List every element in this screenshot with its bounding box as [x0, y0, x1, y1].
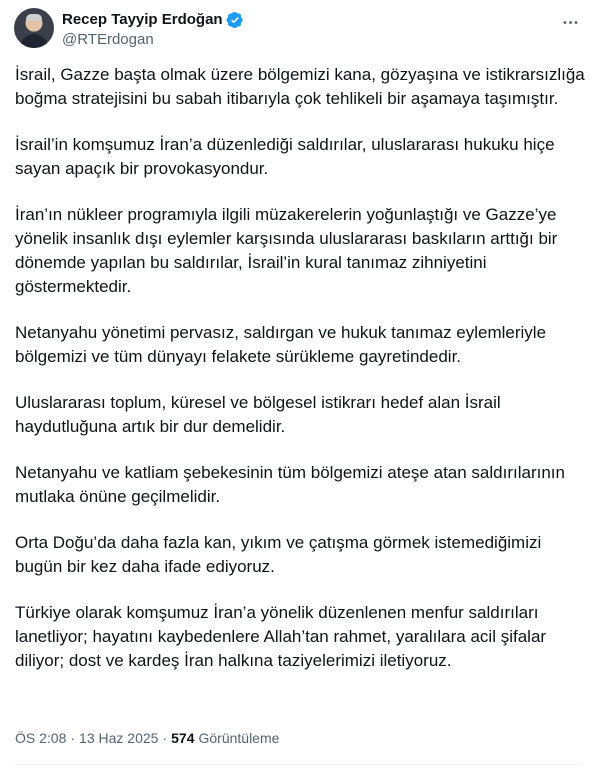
verified-badge-icon[interactable]	[226, 11, 244, 29]
meta-separator: ·	[162, 730, 168, 746]
tweet-paragraph: Uluslararası toplum, küresel ve bölgesel istikrarı hedef alan İsrail haydutluğuna artık bir dur demelidir.	[15, 393, 501, 436]
views-count: 574	[171, 730, 195, 746]
tweet-paragraph: Netanyahu yönetimi pervasız, saldırgan ve hukuk tanımaz eylemleriyle bölgemizi ve tüm dünyayı felakete sürükleme gayretindedir.	[15, 323, 547, 366]
tweet-paragraph: İran’ın nükleer programıyla ilgili müzakerelerin yoğunlaştığı ve Gazze’ye yönelik insanlık dışı eylemler karşısında uluslararası baskıların arttığı bir dönemde yapılan bu saldırılar, İsrail’in kural tanımaz zihniyetini göstermektedir.	[15, 205, 558, 296]
tweet-date[interactable]: 13 Haz 2025	[79, 730, 159, 746]
display-name[interactable]: Recep Tayyip Erdoğan	[62, 11, 223, 28]
author-names	[62, 10, 244, 50]
avatar-suit	[20, 34, 48, 48]
tweet-meta	[15, 728, 279, 748]
tweet-header	[14, 8, 584, 52]
tweet-paragraph: İsrail, Gazze başta olmak üzere bölgemizi kana, gözyaşına ve istikrarsızlığa boğma stratejisini bu sabah itibarıyla çok tehlikeli bir aşamaya taşımıştır.	[15, 65, 585, 108]
divider	[15, 764, 583, 765]
tweet-paragraph: Türkiye olarak komşumuz İran’a yönelik düzenlenen menfur saldırıları lanetliyor; hayatını kaybedenlere Allah’tan rahmet, yaralılara acil şifalar diliyor; dost ve kardeş İran halkına taziyelerimizi iletiyoruz.	[15, 603, 547, 670]
meta-separator: ·	[70, 730, 76, 746]
views-label: Görüntüleme	[198, 730, 280, 746]
tweet-time[interactable]: ÖS 2:08	[15, 730, 67, 746]
tweet-paragraph: İsrail’in komşumuz İran’a düzenlediği saldırılar, uluslararası hukuku hiçe sayan apaçık bir provokasyondur.	[15, 135, 555, 178]
author-handle[interactable]: @RTErdogan	[62, 31, 154, 48]
tweet-paragraph: Netanyahu ve katliam şebekesinin tüm bölgemizi ateşe atan saldırılarının mutlaka önüne geçilmelidir.	[15, 463, 565, 506]
display-name-row	[62, 10, 244, 30]
more-options-icon[interactable]	[558, 10, 582, 34]
tweet-body	[15, 63, 585, 695]
tweet-paragraph: Orta Doğu’da daha fazla kan, yıkım ve çatışma görmek istemediğimizi bugün bir kez daha ifade ediyoruz.	[15, 533, 542, 576]
avatar[interactable]	[14, 8, 54, 48]
avatar-hair	[26, 14, 42, 21]
